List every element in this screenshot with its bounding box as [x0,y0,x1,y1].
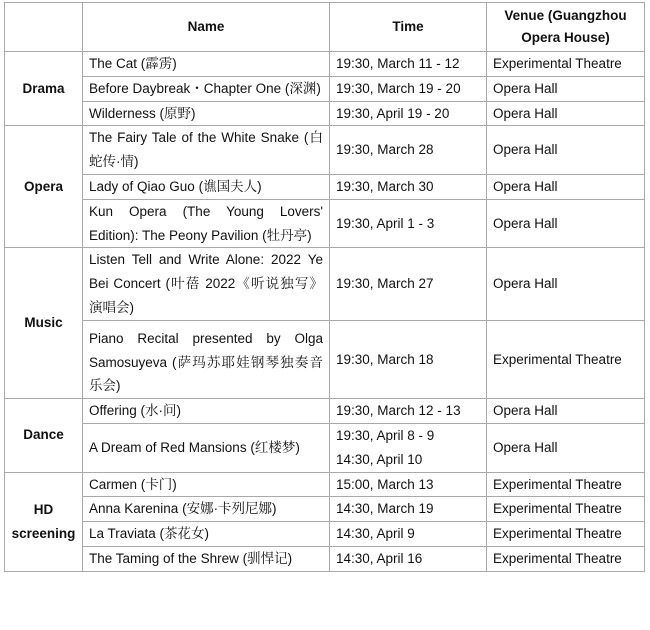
table-row [5,522,645,547]
time-cell: 14:30, April 9 [330,522,487,547]
time-cell: 19:30, March 12 - 13 [330,399,487,424]
name-cell: Kun Opera (The Young Lovers' Edition): The Peony Pavilion (牡丹亭) [83,199,330,248]
table-row [5,52,645,77]
table-row [5,174,645,199]
header-name: Name [83,3,330,52]
header-venue: Venue (Guangzhou Opera House) [487,3,645,52]
time-cell: 19:30, March 28 [330,126,487,175]
venue-cell: Opera Hall [487,399,645,424]
header-row [5,3,645,52]
time-cell: 19:30, March 27 [330,248,487,320]
time-cell: 19:30, April 19 - 20 [330,101,487,126]
venue-cell: Experimental Theatre [487,472,645,497]
name-cell: La Traviata (茶花女) [83,522,330,547]
name-cell: Carmen (卡门) [83,472,330,497]
venue-cell: Experimental Theatre [487,546,645,571]
venue-cell: Opera Hall [487,423,645,472]
time-cell: 19:30, March 30 [330,174,487,199]
time-cell: 19:30, March 11 - 12 [330,52,487,77]
time-cell [330,423,487,472]
name-cell: Wilderness (原野) [83,101,330,126]
venue-cell: Experimental Theatre [487,497,645,522]
venue-cell: Opera Hall [487,76,645,101]
table-row [5,101,645,126]
header-time: Time [330,3,487,52]
schedule-table [4,2,645,572]
time-cell: 19:30, March 19 - 20 [330,76,487,101]
venue-cell: Opera Hall [487,199,645,248]
venue-cell: Opera Hall [487,248,645,320]
time-cell: 14:30, April 16 [330,546,487,571]
time-cell: 14:30, March 19 [330,497,487,522]
venue-cell: Opera Hall [487,126,645,175]
venue-cell: Experimental Theatre [487,52,645,77]
time-line: 19:30, April 8 - 9 [336,427,435,443]
time-line: 14:30, April 10 [336,451,423,467]
table-row [5,248,645,320]
table-row [5,126,645,175]
venue-cell: Opera Hall [487,174,645,199]
venue-cell: Experimental Theatre [487,522,645,547]
category-cell: Music [5,248,83,399]
table-row [5,399,645,424]
table-row [5,199,645,248]
name-cell: Listen Tell and Write Alone: 2022 Ye Bei Concert (叶蓓 2022《听说独写》演唱会) [83,248,330,320]
header-category [5,3,83,52]
name-cell: Anna Karenina (安娜·卡列尼娜) [83,497,330,522]
venue-cell: Experimental Theatre [487,320,645,398]
table-row [5,76,645,101]
name-cell: Offering (水·问) [83,399,330,424]
name-cell: Before Daybreak・Chapter One (深渊) [83,76,330,101]
category-cell: Dance [5,399,83,472]
category-cell: Opera [5,126,83,248]
name-cell: The Fairy Tale of the White Snake (白蛇传·情) [83,126,330,175]
time-cell: 19:30, April 1 - 3 [330,199,487,248]
table-row [5,423,645,472]
time-cell: 15:00, March 13 [330,472,487,497]
name-cell: Piano Recital presented by Olga Samosuyeva (萨玛苏耶娃钢琴独奏音乐会) [83,320,330,398]
table-row [5,497,645,522]
category-cell: Drama [5,52,83,126]
table-row [5,320,645,398]
name-cell: The Taming of the Shrew (驯悍记) [83,546,330,571]
table-row [5,546,645,571]
name-cell: The Cat (霹雳) [83,52,330,77]
venue-cell: Opera Hall [487,101,645,126]
name-cell: Lady of Qiao Guo (谯国夫人) [83,174,330,199]
category-cell: HD screening [5,472,83,571]
table-row [5,472,645,497]
name-cell: A Dream of Red Mansions (红楼梦) [83,423,330,472]
time-cell: 19:30, March 18 [330,320,487,398]
